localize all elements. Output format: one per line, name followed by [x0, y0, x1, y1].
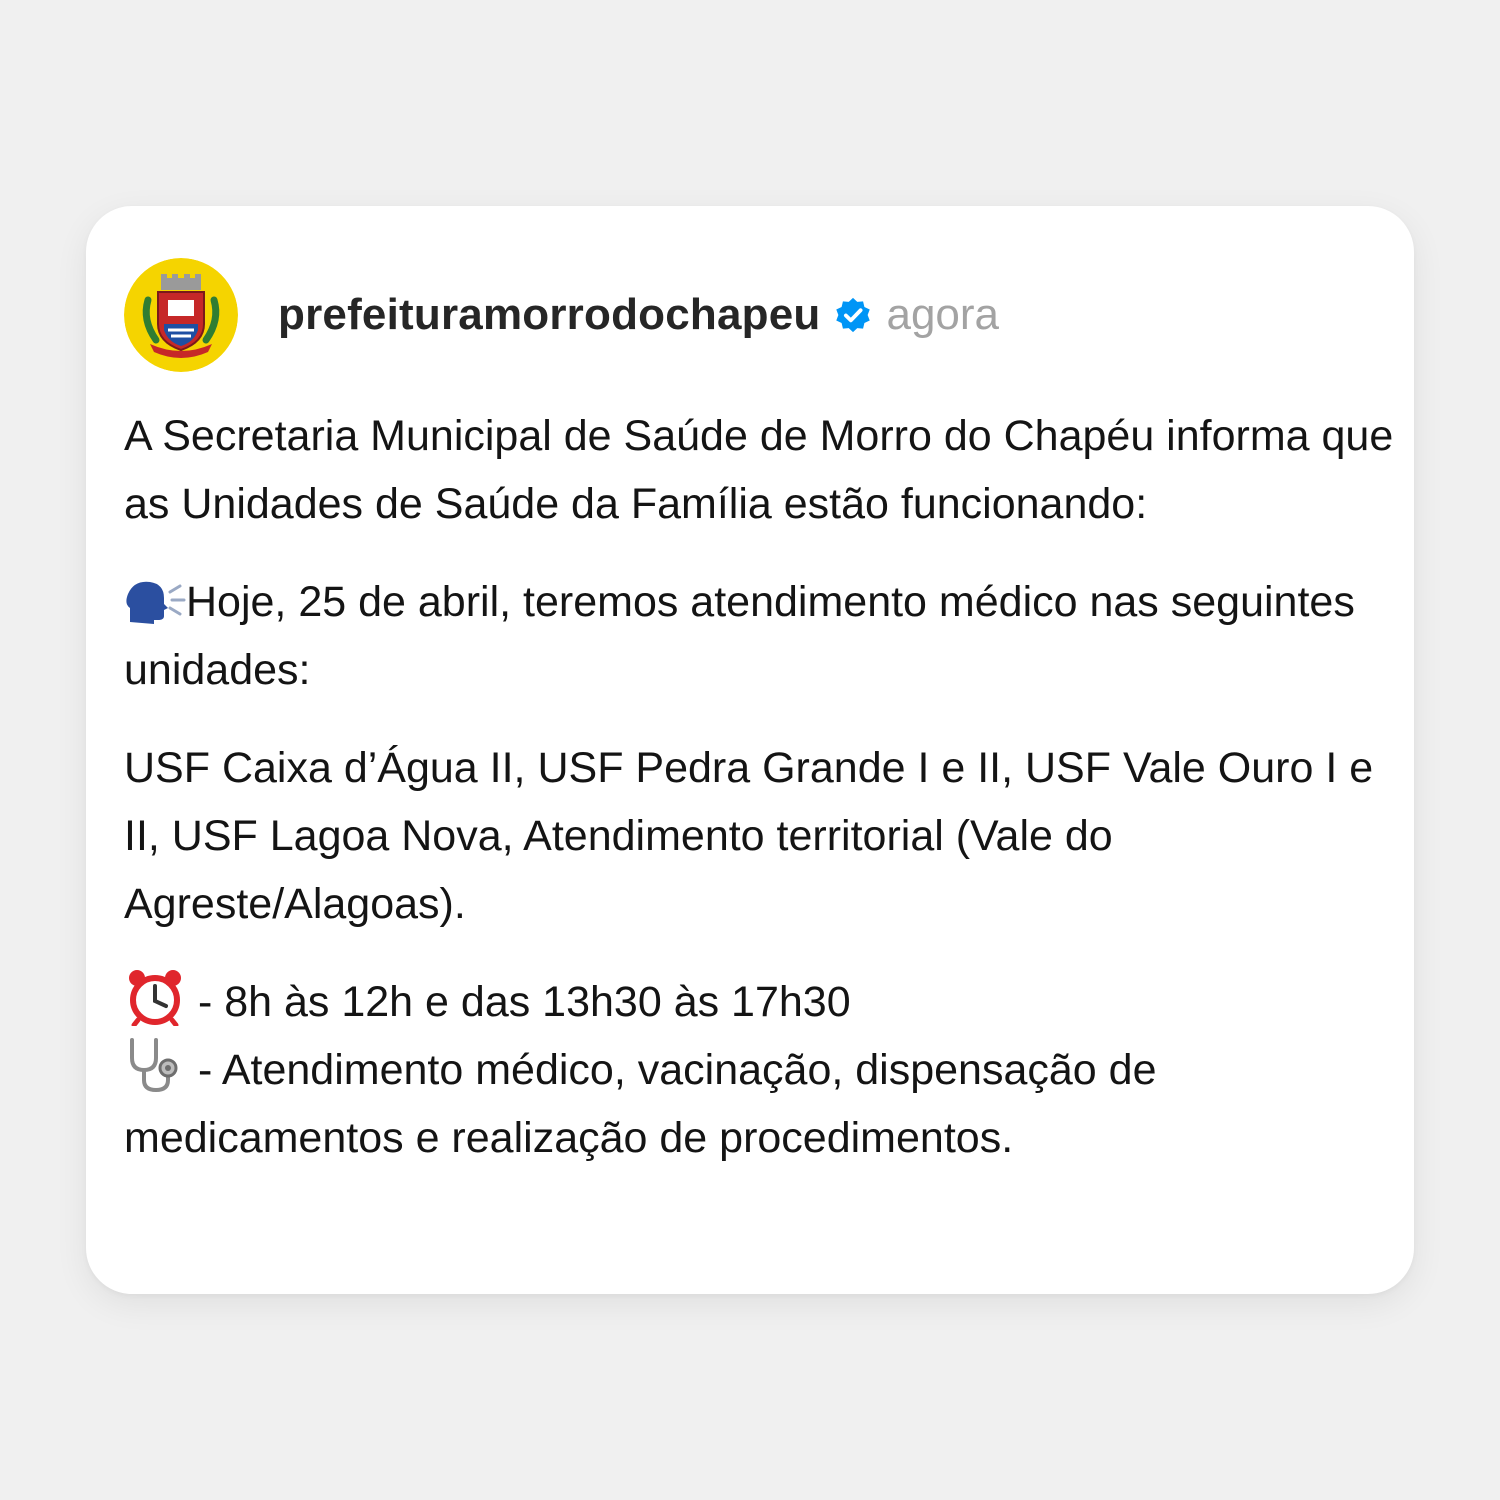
username[interactable]: prefeituramorrodochapeu	[278, 290, 821, 339]
units-paragraph: USF Caixa d’Água II, USF Pedra Grande I e II, USF Vale Ouro I e II, USF Lagoa Nova, Atendimento territorial (Vale do Agreste/Alagoas).	[124, 744, 1374, 928]
coat-of-arms-logo	[124, 258, 238, 372]
today-paragraph	[124, 568, 1394, 704]
verified-badge-icon	[834, 296, 872, 334]
services-paragraph	[124, 1036, 1394, 1172]
post-card	[86, 206, 1414, 1294]
hours-text: - 8h às 12h e das 13h30 às 17h30	[186, 978, 851, 1026]
speaking-head-icon	[124, 578, 186, 626]
post-timestamp: agora	[886, 290, 1000, 339]
post-header	[124, 258, 1376, 372]
post-caption	[124, 402, 1394, 1172]
intro-paragraph: A Secretaria Municipal de Saúde de Morro do Chapéu informa que as Unidades de Saúde da Família estão funcionando:	[124, 412, 1394, 528]
avatar[interactable]	[124, 258, 238, 372]
today-text: Hoje, 25 de abril, teremos atendimento médico nas seguintes unidades:	[124, 578, 1355, 694]
hours-line	[124, 968, 1394, 1036]
stethoscope-icon	[124, 1036, 186, 1094]
alarm-clock-icon	[124, 968, 186, 1026]
services-text: - Atendimento médico, vacinação, dispensação de medicamentos e realização de procedimentos.	[124, 1046, 1157, 1162]
